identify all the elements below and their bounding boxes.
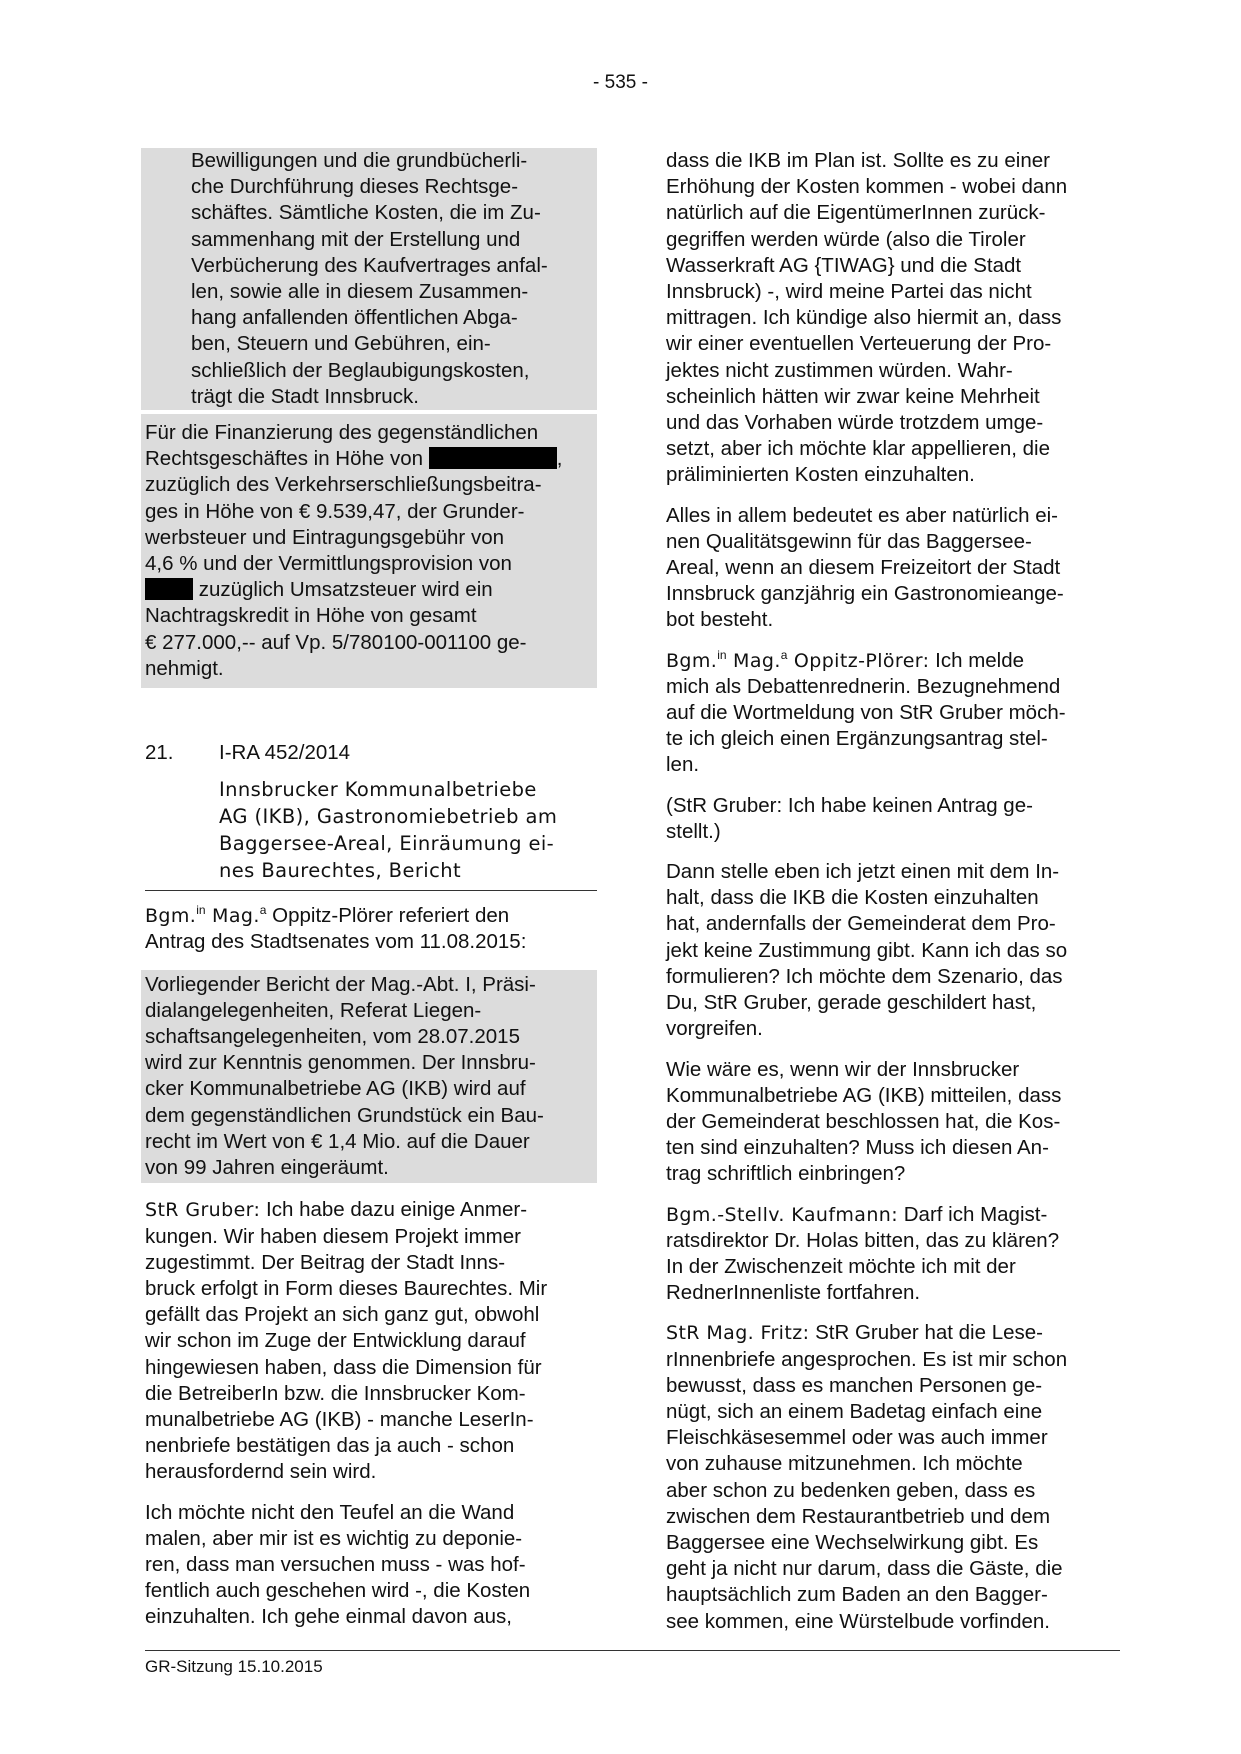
gruber-statement	[145, 1197, 597, 1485]
text-line: bot besteht.	[666, 608, 774, 632]
page-number: - 535 -	[593, 72, 648, 93]
text-line: vorgreifen.	[666, 1017, 763, 1041]
text-line: jektes nicht zustimmen würden. Wahr-	[666, 358, 1013, 382]
text-line: Wasserkraft AG {TIWAG} und die Stadt	[666, 253, 1022, 277]
text-line: die BetreiberIn bzw. die Innsbrucker Kom-	[145, 1381, 526, 1405]
text-line: Antrag des Stadtsenates vom 11.08.2015:	[145, 930, 527, 954]
text-line: auf die Wortmeldung von StR Gruber möch-	[666, 701, 1066, 725]
text-line: € 277.000,-- auf Vp. 5/780100-001100 ge-	[145, 630, 527, 654]
text-line: Kommunalbetriebe AG (IKB) mitteilen, dass	[666, 1083, 1062, 1107]
text-line: und das Vorhaben würde trotzdem umge-	[666, 411, 1044, 435]
text-line: bewusst, dass es manchen Personen ge-	[666, 1373, 1043, 1397]
text-line: schäftes. Sämtliche Kosten, die im Zu-	[191, 201, 541, 225]
gruber-statement-continued	[145, 1500, 597, 1631]
text-line	[666, 1320, 1120, 1346]
text-line: recht im Wert von € 1,4 Mio. auf die Dauer	[145, 1129, 530, 1153]
text-line: mich als Debattenrednerin. Bezugnehmend	[666, 674, 1061, 698]
text-span: zuzüglich Umsatzsteuer wird ein	[198, 578, 493, 602]
text-line: schließlich der Beglaubigungskosten,	[191, 358, 530, 382]
superscript: a	[259, 903, 267, 918]
speaker-name: Mag.	[205, 905, 260, 928]
text-line: mittragen. Ich kündige also hiermit an, dass	[666, 306, 1062, 330]
text-line: len, sowie alle in diesem Zusammen-	[191, 280, 529, 304]
text-line: natürlich auf die EigentümerInnen zurück-	[666, 201, 1046, 225]
text-line: Wie wäre es, wenn wir der Innsbrucker	[666, 1057, 1020, 1081]
text-line: fentlich auch geschehen wird -, die Kosten	[145, 1579, 531, 1603]
right-column	[666, 148, 1120, 1649]
left-column	[145, 148, 597, 1645]
text-line: Für die Finanzierung des gegenständlichen	[145, 421, 539, 445]
text-span: Ich melde	[929, 648, 1025, 672]
text-line: malen, aber mir ist es wichtig zu deponie-	[145, 1526, 523, 1550]
text-line: werbsteuer und Eintragungsgebühr von	[145, 525, 504, 549]
text-line: Baggersee eine Wechselwirkung gibt. Es	[666, 1530, 1039, 1554]
text-line: Du, StR Gruber, gerade geschildert hast,	[666, 991, 1037, 1015]
text-line: munalbetriebe AG (IKB) - manche LeserIn-	[145, 1407, 534, 1431]
intro-paragraph	[145, 903, 597, 955]
text-line: RednerInnenliste fortfahren.	[666, 1281, 921, 1305]
footer-divider	[145, 1650, 1120, 1651]
text-line: der Gemeinderat beschlossen hat, die Kos-	[666, 1109, 1061, 1133]
text-span: Ich habe dazu einige Anmer-	[260, 1198, 528, 1222]
paragraph	[666, 503, 1120, 634]
text-line: ten sind einzuhalten? Muss ich diesen An-	[666, 1136, 1049, 1160]
text-line: einzuhalten. Ich gehe einmal davon aus,	[145, 1605, 512, 1629]
text-line: gefällt das Projekt an sich ganz gut, obwohl	[145, 1303, 540, 1327]
text-line: gegriffen werden würde (also die Tiroler	[666, 227, 1026, 251]
text-line: geht ja nicht nur darum, dass die Gäste, die	[666, 1557, 1063, 1581]
text-line: ren, dass man versuchen muss - was hof-	[145, 1552, 526, 1576]
text-line	[666, 648, 1120, 674]
resolution-text-block	[141, 148, 597, 410]
text-line: wir schon im Zuge der Entwicklung darauf	[145, 1329, 526, 1353]
text-line: zwischen dem Restaurantbetrieb und dem	[666, 1504, 1051, 1528]
text-line: dass die IKB im Plan ist. Sollte es zu einer	[666, 149, 1050, 172]
text-line: hingewiesen haben, dass die Dimension für	[145, 1355, 542, 1379]
text-line: len.	[666, 753, 700, 777]
oppitz-statement	[666, 648, 1120, 779]
speaker-name: Mag.	[726, 649, 781, 672]
text-line: In der Zwischenzeit möchte ich mit der	[666, 1254, 1016, 1278]
speaker-name: Oppitz-Plörer:	[787, 649, 930, 672]
redaction-bar	[145, 578, 193, 600]
text-line: te ich gleich einen Ergänzungsantrag stel-	[666, 727, 1048, 751]
text-line: nes Baurechtes, Bericht	[219, 859, 462, 883]
text-line	[666, 1202, 1120, 1228]
text-line: kungen. Wir haben diesem Projekt immer	[145, 1224, 521, 1248]
text-line: cker Kommunalbetriebe AG (IKB) wird auf	[145, 1077, 526, 1101]
redaction-bar	[429, 447, 557, 469]
speaker-name: StR Mag. Fritz:	[666, 1322, 810, 1345]
text-line: zugestimmt. Der Beitrag der Stadt Inns-	[145, 1250, 506, 1274]
speaker-name: Bgm.	[145, 905, 197, 928]
kaufmann-statement	[666, 1202, 1120, 1307]
divider	[145, 890, 597, 891]
agenda-item-header	[145, 740, 597, 766]
text-line: ges in Höhe von € 9.539,47, der Grunder-	[145, 499, 525, 523]
speaker-name: Bgm.-Stellv. Kaufmann:	[666, 1203, 899, 1226]
text-line: AG (IKB), Gastronomiebetrieb am	[219, 805, 558, 829]
text-line: nehmigt.	[145, 656, 224, 680]
text-line: Areal, wenn an diesem Freizeitort der Stadt	[666, 556, 1061, 580]
text-line: aber schon zu bedenken geben, dass es	[666, 1478, 1036, 1502]
text-line: nenbriefe bestätigen das ja auch - schon	[145, 1434, 515, 1458]
superscript: a	[780, 647, 788, 662]
text-line: nen Qualitätsgewinn für das Baggersee-	[666, 529, 1032, 553]
text-line: schaftsangelegenheiten, vom 28.07.2015	[145, 1025, 520, 1049]
text-span: Darf ich Magist-	[898, 1202, 1048, 1226]
text-line: trag schriftlich einbringen?	[666, 1162, 906, 1186]
text-line: rInnenbriefe angesprochen. Es ist mir schon	[666, 1347, 1068, 1371]
text-line: Bewilligungen und die grundbücherli-	[191, 149, 528, 172]
text-line: Erhöhung der Kosten kommen - wobei dann	[666, 175, 1068, 199]
text-line: Ich möchte nicht den Teufel an die Wand	[145, 1500, 515, 1524]
text-line: formulieren? Ich möchte dem Szenario, das	[666, 964, 1063, 988]
paragraph	[666, 1057, 1120, 1188]
text-line: zuzüglich des Verkehrserschließungsbeitra-	[145, 473, 542, 497]
text-line: Baggersee-Areal, Einräumung ei-	[219, 832, 555, 856]
text-line	[145, 446, 593, 472]
text-line: dem gegenständlichen Grundstück ein Bau-	[145, 1103, 544, 1127]
text-line	[145, 1197, 597, 1223]
speaker-name: StR Gruber:	[145, 1199, 261, 1222]
text-line: stellt.)	[666, 819, 721, 843]
financing-text-block	[141, 414, 597, 688]
text-line: hat, andernfalls der Gemeinderat dem Pro-	[666, 912, 1056, 936]
text-line: bruck erfolgt in Form dieses Baurechtes. Mir	[145, 1276, 548, 1300]
text-line: sammenhang mit der Erstellung und	[191, 227, 521, 251]
superscript: in	[196, 903, 206, 918]
text-line: hauptsächlich zum Baden an den Bagger-	[666, 1583, 1048, 1607]
text-line: wird zur Kenntnis genommen. Der Innsbru-	[145, 1051, 536, 1075]
text-line	[145, 903, 597, 929]
text-line: setzt, aber ich möchte klar appellieren, die	[666, 437, 1051, 461]
text-line: dialangelegenheiten, Referat Liegen-	[145, 998, 482, 1022]
text-line: hang anfallenden öffentlichen Abga-	[191, 306, 518, 330]
paragraph	[666, 148, 1120, 489]
footer-text: GR-Sitzung 15.10.2015	[145, 1657, 323, 1676]
text-line: wir einer eventuellen Verteuerung der Pro-	[666, 332, 1052, 356]
text-line: Dann stelle eben ich jetzt einen mit dem In-	[666, 860, 1060, 884]
text-span: Oppitz-Plörer referiert den	[266, 904, 510, 928]
text-line: halt, dass die IKB die Kosten einzuhalten	[666, 886, 1039, 910]
text-line: Vorliegender Bericht der Mag.-Abt. I, Präsi-	[145, 972, 536, 996]
fritz-statement	[666, 1320, 1120, 1634]
text-line: scheinlich hätten wir zwar keine Mehrheit	[666, 384, 1040, 408]
text-line: Fleischkäsesemmel oder was auch immer	[666, 1426, 1048, 1450]
text-line: jekt keine Zustimmung gibt. Kann ich das so	[666, 938, 1068, 962]
text-line: (StR Gruber: Ich habe keinen Antrag ge-	[666, 793, 1033, 817]
agenda-item-number: 21.	[145, 741, 174, 765]
text-line: nügt, sich an einem Badetag einfach eine	[666, 1399, 1043, 1423]
text-line: ratsdirektor Dr. Holas bitten, das zu klären?	[666, 1228, 1060, 1252]
text-span: StR Gruber hat die Lese-	[809, 1321, 1043, 1345]
speaker-name: Bgm.	[666, 649, 718, 672]
text-line: Nachtragskredit in Höhe von gesamt	[145, 604, 477, 628]
text-line: Alles in allem bedeutet es aber natürlich ei-	[666, 503, 1058, 527]
text-span: Rechtsgeschäftes in Höhe von	[145, 447, 424, 471]
text-line: herausfordernd sein wird.	[145, 1460, 377, 1484]
text-line	[145, 577, 593, 603]
text-span: ,	[556, 447, 563, 471]
paragraph	[666, 859, 1120, 1042]
text-line: see kommen, eine Würstelbude vorfinden.	[666, 1609, 1051, 1633]
text-line: präliminierten Kosten einzuhalten.	[666, 463, 975, 487]
agenda-item-reference: I-RA 452/2014	[219, 741, 351, 765]
text-line: che Durchführung dieses Rechtsge-	[191, 175, 519, 199]
text-line: trägt die Stadt Innsbruck.	[191, 384, 419, 408]
agenda-item-title	[145, 776, 597, 884]
agenda-item	[145, 740, 597, 884]
text-line: 4,6 % und der Vermittlungsprovision von	[145, 552, 512, 576]
text-line: Verbücherung des Kaufvertrages anfal-	[191, 253, 548, 277]
text-line: Innsbrucker Kommunalbetriebe	[219, 778, 537, 802]
superscript: in	[717, 647, 727, 662]
motion-text-block	[141, 970, 597, 1184]
text-line: ben, Steuern und Gebühren, ein-	[191, 332, 491, 356]
text-line: von 99 Jahren eingeräumt.	[145, 1156, 389, 1180]
text-line: Innsbruck ganzjährig ein Gastronomieange-	[666, 582, 1064, 606]
text-line: von zuhause mitzunehmen. Ich möchte	[666, 1452, 1023, 1476]
interjection	[666, 793, 1120, 845]
text-line: Innsbruck) -, wird meine Partei das nicht	[666, 280, 1032, 304]
